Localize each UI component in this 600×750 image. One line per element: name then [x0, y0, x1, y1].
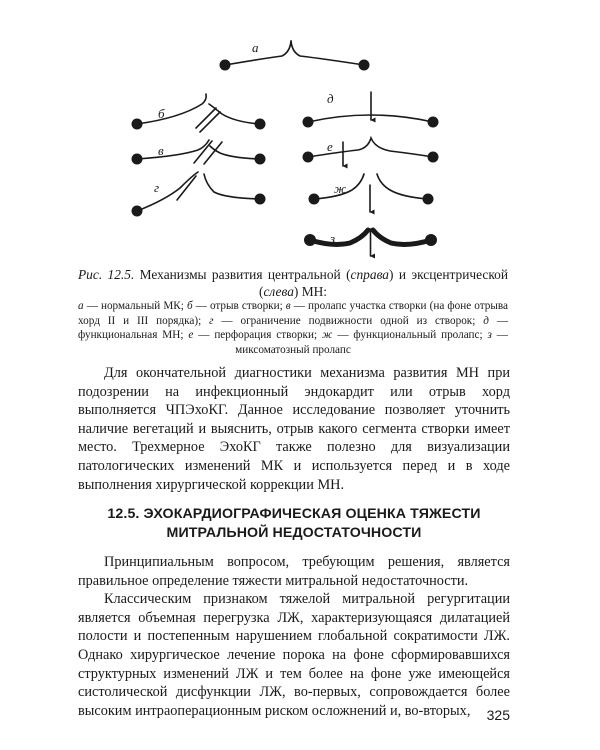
legend-text: — функциональная МН;: [78, 314, 509, 342]
legend-text: — ограничение подвижности одной из створок;: [213, 314, 484, 327]
legend-key: б: [186, 300, 193, 312]
label-v: в: [158, 143, 164, 158]
body-paragraphs-section: [78, 553, 510, 720]
body-paragraph-1: [78, 364, 510, 494]
legend-key: ж: [321, 329, 333, 342]
paragraph-text: Для окончательной диагностики механизма развития МН при подозрении на инфекционный эндокардит или отрыв хорд выполняется ЧПЭхоКГ. Данное исследование позволяет уточнить наличие вегетаций и выяснить, отрыв какого сегмента створки имеет место. Трехмерное ЭхоКГ также полезно для визуализации патологических изменений МК и используется перед и в ходе выполнения хирургической коррекции МН.: [78, 365, 510, 493]
legend-text: — отрыв створки;: [192, 300, 286, 312]
panel-v-segment-prolapse: [132, 140, 266, 165]
legend-key: в: [285, 300, 291, 312]
caption-text-3: ) МН:: [293, 283, 328, 299]
label-e: е: [327, 139, 333, 154]
page-number: 325: [486, 707, 510, 723]
label-b: б: [158, 106, 165, 121]
section-heading: [78, 505, 510, 542]
panel-b-leaflet-flail: [132, 94, 266, 132]
panel-g-restricted-leaflet: [132, 172, 266, 217]
label-d: д: [327, 91, 334, 106]
panel-a-normal-valve: [220, 40, 370, 71]
legend-key: е: [188, 329, 194, 342]
figure-legend: [78, 299, 508, 357]
label-z: з: [330, 231, 336, 246]
panel-e-perforation: [303, 138, 439, 166]
legend-key: з: [487, 329, 492, 342]
label-zh: ж: [334, 181, 347, 196]
panel-zh-functional-prolapse: [309, 174, 434, 212]
heading-line-2: МИТРАЛЬНОЙ НЕДОСТАТОЧНОСТИ: [166, 524, 422, 541]
legend-key: г: [209, 314, 214, 327]
panel-d-functional-mr: [303, 91, 439, 128]
caption-prefix: Рис. 12.5.: [78, 267, 135, 282]
figure-caption: [78, 267, 508, 300]
panel-z-myxomatous-prolapse: [304, 229, 437, 256]
label-g: г: [154, 180, 160, 195]
legend-text: — миксоматозный пролапс: [235, 329, 508, 356]
paragraph-text: Классическим признаком тяжелой митральной регургитации является объемная перегрузка ЛЖ, характеризующаяся дилатацией полости и постепенным нарушением глобальной сократимости ЛЖ. Однако хирургическое лечение порока на фоне сформировавшихся структурных изменений ЛЖ и тем более на фоне уже имеющейся систолической дисфункции ЛЖ, во-первых, сопровождается более высоким интраоперационным риском осложнений и, во-вторых,: [78, 591, 510, 719]
caption-right: справа: [350, 267, 389, 282]
caption-text-2: ) и эксцентрической (: [258, 267, 509, 299]
legend-text: — перфорация створки;: [193, 329, 322, 342]
heading-line-1: 12.5. ЭХОКАРДИОГРАФИЧЕСКАЯ ОЦЕНКА ТЯЖЕСТИ: [107, 506, 481, 522]
legend-key: д: [483, 314, 489, 327]
legend-key: а: [78, 300, 84, 312]
mitral-valve-diagram: [0, 0, 600, 262]
legend-text: — нормальный МК;: [83, 300, 187, 312]
caption-text-1: Механизмы развития центральной (: [134, 267, 351, 282]
paragraph-text: Принципиальным вопросом, требующим решения, является правильное определение тяжести митральной недостаточности.: [78, 554, 510, 589]
label-a: а: [252, 40, 259, 55]
legend-text: — функциональный пролапс;: [332, 329, 488, 342]
caption-left: слева: [263, 283, 294, 299]
legend-text: — пролапс участка створки (на фоне отрыва хорд II и III порядка);: [78, 300, 508, 327]
